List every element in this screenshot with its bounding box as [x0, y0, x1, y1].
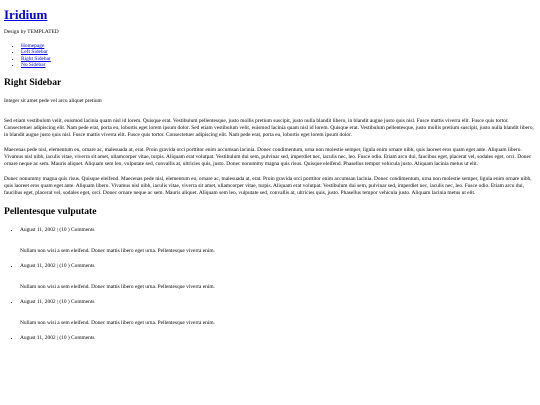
post-meta [20, 335, 536, 342]
site-title-link[interactable]: Iridium [4, 7, 48, 22]
nav-link-no-sidebar[interactable]: No Sidebar [21, 62, 46, 69]
page-heading: Right Sidebar [4, 77, 62, 89]
nav-link-homepage[interactable]: Homepage [21, 42, 45, 49]
post-separator: | [55, 334, 60, 341]
intro-text: Integer sit amet pede vel arcu aliquet pretium [4, 97, 102, 104]
post-separator: | [55, 226, 60, 233]
post-comments: (10 ) Comments [59, 334, 95, 341]
post-meta [20, 299, 536, 306]
main-nav [4, 43, 536, 69]
body-paragraph-1: Sed etiam vestibulum velit, euismod lacinia quam nisl id lorem. Quisque erat. Vestibulum pellentesque, justo mollis pretium suscipit, justo nulla blandit libero, in blandit augue justo quis nisl. Fusce mattis viverra elit. Fusce quis tortor. Consectetuer adipiscing elit. Nam pede erat, porta eu, lobortis eget lorem ipsum dolor. Sed etiam vestibulum velit, euismod lacinia quam nisl id lorem. Quisque erat. Vestibulum pellentesque, justo mollis pretium suscipit, justo nulla blandit libero, in blandit augue justo quis nisl. Fusce mattis viverra elit. Fusce quis tortor. Consectetuer adipiscing elit. Nam pede erat, porta eu, lobortis eget lorem ipsum dolor. [4, 117, 534, 138]
post-date: August 11, 2002 [20, 334, 56, 341]
post-separator: | [55, 262, 60, 269]
post-body: Nullam non wisi a sem eleifend. Donec mattis libero eget urna. Pellentesque viverra enim. [20, 283, 215, 290]
post-item [20, 263, 536, 291]
post-date: August 11, 2002 [20, 298, 56, 305]
post-item [20, 299, 536, 327]
post-meta [20, 263, 536, 270]
post-comments: (10 ) Comments [59, 298, 95, 305]
post-body: Nullam non wisi a sem eleifend. Donec mattis libero eget urna. Pellentesque viverra enim. [20, 247, 215, 254]
post-item [20, 335, 536, 342]
tagline: Design by TEMPLATED [4, 28, 59, 35]
post-separator: | [55, 298, 60, 305]
post-meta [20, 227, 536, 234]
posts-list [4, 227, 536, 342]
post-body: Nullam non wisi a sem eleifend. Donec mattis libero eget urna. Pellentesque viverra enim. [20, 319, 215, 326]
post-comments: (10 ) Comments [59, 262, 95, 269]
post-item [20, 227, 536, 255]
body-paragraph-2: Maecenas pede nisl, elementum eu, ornare ac, malesuada at, erat. Proin gravida orci porttitor enim accumsan lacinia. Donec condimentum, urna non molestie semper, ligula enim ornare nibh, quis laoreet eros quam eget ante. Aliquam libero. Vivamus nisl nibh, iaculis vitae, viverra sit amet, ullamcorper vitae, turpis. Aliquam erat volutpat. Vestibulum dui sem, pulvinar sed, imperdiet nec, iaculis nec, leo. Fusce odio. Etiam arcu dui, faucibus eget, placerat vel, sodales eget, orci. Donec ornare neque ac sem. Mauris aliquet. Aliquam sem leo, vulputate sed, convallis at, ultricies quis, justo. Donec nonummy magna quis risus. Quisque eleifend. Phasellus tempor vehicula justo. Aliquam lacinia metus ut elit. [4, 147, 532, 168]
nav-link-right-sidebar[interactable]: Right Sidebar [21, 55, 51, 62]
site-title [4, 8, 536, 23]
post-date: August 11, 2002 [20, 262, 56, 269]
nav-item-no-sidebar [21, 62, 536, 68]
body-paragraph-3: Donec nonummy magna quis risus. Quisque eleifend. Maecenas pede nisl, elementum eu, ornare ac, malesuada at, erat. Proin gravida orci porttitor enim accumsan lacinia. Donec condimentum, urna non molestie semper, ligula enim ornare nibh, quis laoreet eros quam eget ante. Aliquam libero. Vivamus nisl nibh, iaculis vitae, viverra sit amet, ullamcorper vitae, turpis. Aliquam erat volutpat. Vestibulum dui sem, pulvinar sed, imperdiet nec, iaculis nec, leo. Fusce odio. Etiam arcu dui, faucibus eget, placerat vel, sodales eget, orci. Donec ornare neque ac sem. Mauris aliquet. Aliquam sem leo, vulputate sed, convallis at, ultricies quis, justo. Phasellus tempor vehicula justo. Aliquam lacinia metus ut elit. [4, 176, 532, 197]
post-comments: (10 ) Comments [59, 226, 95, 233]
posts-heading: Pellentesque vulputate [4, 206, 97, 218]
nav-link-left-sidebar[interactable]: Left Sidebar [21, 49, 48, 56]
post-date: August 11, 2002 [20, 226, 56, 233]
